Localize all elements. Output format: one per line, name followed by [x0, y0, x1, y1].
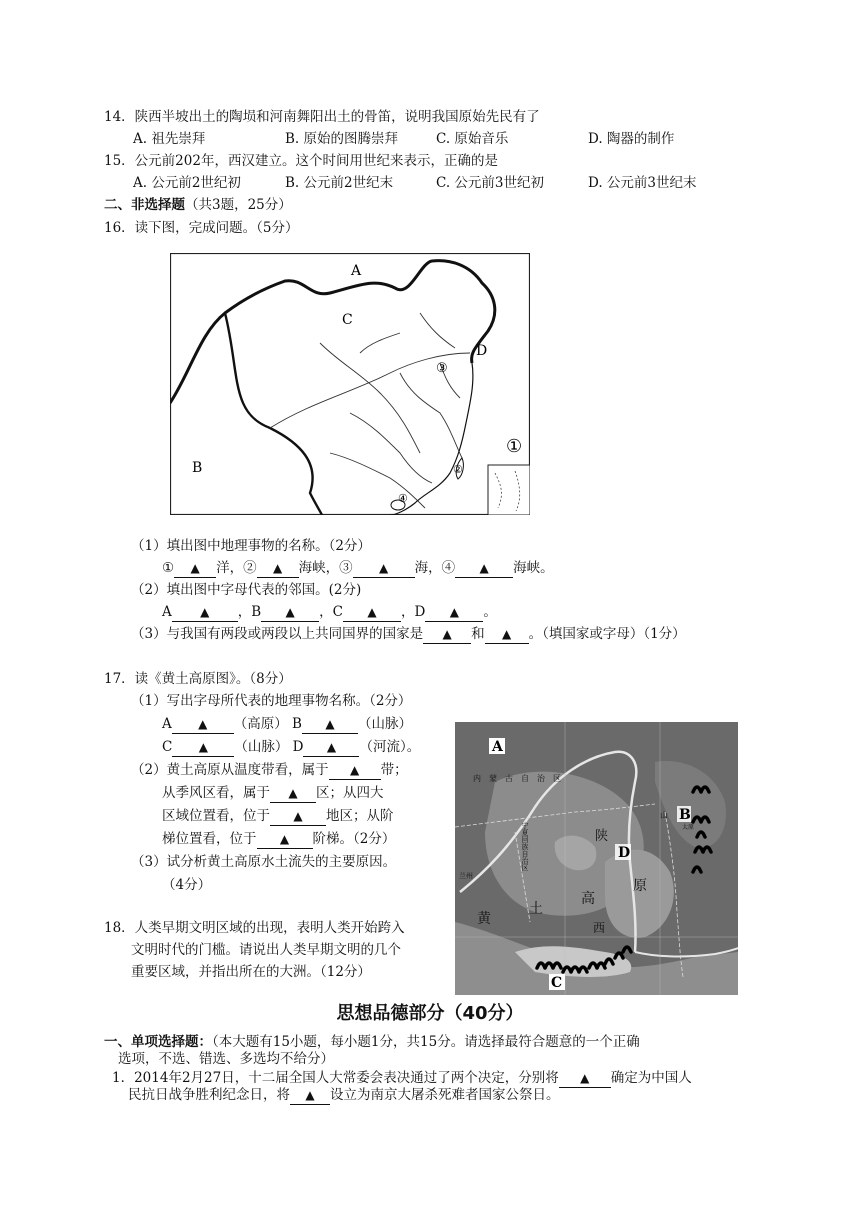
q16-blank-3[interactable]: ▲	[353, 559, 415, 578]
q17-row1: A ▲ （高原） B ▲ （山脉）	[162, 716, 412, 732]
q17-row2: C ▲ （山脉） D ▲ （河流）。	[162, 739, 421, 755]
section2-note: （共3题，25分）	[185, 197, 292, 213]
q16-blank-d[interactable]: ▲	[425, 603, 483, 622]
map2-label-lanzhou: 兰州	[459, 872, 473, 880]
map2-label-huang: 黄	[477, 911, 491, 927]
q15-stem: 15．公元前202年，西汉建立。这个时间用世纪来表示，正确的是	[104, 153, 498, 169]
q18-l3: 重要区域，并指出所在的大洲。（12分）	[131, 964, 371, 980]
q18-l1: 18．人类早期文明区域的出现，表明人类开始跨入	[104, 920, 405, 936]
q17-p2-l1: （2）黄土高原从温度带看，属于 ▲ 带；	[131, 762, 408, 778]
map2-label-neimenggu: 内 蒙 古 自 治 区	[473, 774, 561, 783]
map2-label-yuan: 原	[633, 878, 647, 894]
q16-p2-answer-line: A ▲ ，B ▲ ，C ▲ ，D ▲ 。	[162, 604, 497, 620]
q14-option-d[interactable]: D. 陶器的制作	[588, 131, 675, 147]
map1-label-a: A	[351, 263, 362, 279]
q17-blank-region[interactable]: ▲	[270, 807, 326, 826]
q1-blank-1[interactable]: ▲	[559, 1069, 611, 1088]
q16-blank-4[interactable]: ▲	[455, 559, 513, 578]
map1-label-1: ①	[506, 436, 523, 457]
q16-blank-country-1[interactable]: ▲	[423, 625, 471, 644]
q16-blank-country-2[interactable]: ▲	[485, 625, 529, 644]
part2-sec1-note2: 选项，不选、错选、多选均不给分）	[118, 1051, 334, 1067]
q17-blank-monsoon[interactable]: ▲	[270, 784, 316, 803]
map1-label-d: D	[476, 343, 488, 359]
part2-sec1-line1	[104, 1033, 640, 1051]
map2-label-b: B	[679, 807, 691, 823]
map1-label-4: ④	[398, 492, 408, 505]
q17-blank-c[interactable]: ▲	[172, 738, 234, 757]
map1-label-3: ③	[436, 361, 448, 376]
section2-heading	[104, 196, 292, 214]
china-map	[170, 253, 530, 515]
part2-title: 思想品德部分（40分）	[336, 1003, 524, 1024]
map1-label-b: B	[192, 460, 203, 476]
q17-p2-l2: 从季风区看，属于 ▲ 区；从四大	[162, 785, 384, 801]
q16-stem: 16．读下图，完成问题。（5分）	[104, 220, 299, 236]
q16-p1: （1）填出图中地理事物的名称。（2分）	[131, 538, 371, 554]
q17-p2-l3: 区域位置看，位于 ▲ 地区；从阶	[162, 808, 394, 824]
q16-blank-a[interactable]: ▲	[172, 603, 238, 622]
q15-option-b[interactable]: B. 公元前2世纪末	[285, 175, 394, 191]
q17-blank-d[interactable]: ▲	[303, 738, 359, 757]
q17-blank-b[interactable]: ▲	[302, 715, 358, 734]
q14-stem: 14．陕西半坡出土的陶埙和河南舞阳出土的骨笛，说明我国原始先民有了	[104, 109, 540, 125]
map1-label-2: ②	[453, 463, 463, 476]
q18-l2: 文明时代的门槛。请说出人类早期文明的几个	[131, 942, 401, 958]
map2-label-gao: 高	[581, 891, 595, 907]
q17-p2-l4: 梯位置看，位于 ▲ 阶梯。（2分）	[162, 831, 396, 847]
loess-plateau-map	[455, 722, 738, 995]
q17-p3-l1: （3）试分析黄土高原水土流失的主要原因。	[131, 854, 397, 870]
q16-blank-b[interactable]: ▲	[261, 603, 319, 622]
q1-line1: 1．2014年2月27日，十二届全国人大常委会表决通过了两个决定，分别将 ▲ 确定为中国人	[112, 1070, 692, 1086]
map1-label-c: C	[342, 312, 353, 328]
q15-option-d[interactable]: D. 公元前3世纪末	[588, 175, 697, 191]
q17-stem: 17．读《黄土高原图》。（8分）	[104, 671, 292, 687]
map2-label-c: C	[551, 975, 563, 991]
q15-option-c[interactable]: C. 公元前3世纪初	[436, 175, 545, 191]
q16-blank-c[interactable]: ▲	[343, 603, 401, 622]
q14-option-a[interactable]: A. 祖先崇拜	[133, 131, 206, 147]
map2-label-taiyuan: 太原	[682, 824, 695, 831]
map2-label-d: D	[618, 845, 631, 861]
q17-p1: （1）写出字母所代表的地理事物名称。（2分）	[131, 693, 412, 709]
q17-blank-temp-zone[interactable]: ▲	[329, 761, 381, 780]
q17-blank-a[interactable]: ▲	[172, 715, 234, 734]
q16-blank-1[interactable]: ▲	[174, 559, 216, 578]
part2-sec1-note1: （本大题有15小题，每小题1分，共15分。请选择最符合题意的一个正确	[212, 1034, 640, 1050]
q1-line2: 民抗日战争胜利纪念日，将 ▲ 设立为南京大屠杀死难者国家公祭日。	[128, 1087, 560, 1103]
q16-p3-line: （3）与我国有两段或两段以上共同国界的国家是 ▲ 和 ▲ 。（填国家或字母）（1分）	[131, 626, 686, 642]
q16-p2: （2）填出图中字母代表的邻国。(2分)	[131, 582, 362, 598]
q17-blank-ladder[interactable]: ▲	[257, 830, 313, 849]
q1-blank-2[interactable]: ▲	[290, 1086, 330, 1105]
map2-label-shan: 山	[660, 811, 668, 820]
map2-label-xi: 西	[593, 921, 606, 935]
q16-blank-2[interactable]: ▲	[257, 559, 299, 578]
part2-sec1-title: 一、单项选择题：	[104, 1034, 212, 1050]
q15-option-a[interactable]: A. 公元前2世纪初	[133, 175, 241, 191]
q14-option-b[interactable]: B. 原始的图腾崇拜	[285, 131, 399, 147]
map2-label-shaan: 陕	[595, 829, 609, 844]
q14-option-c[interactable]: C. 原始音乐	[436, 131, 509, 147]
map2-label-a: A	[492, 739, 503, 755]
q17-p3-l2: （4分）	[162, 877, 212, 893]
map2-label-ningxia: 宁夏回族自治区	[521, 822, 529, 871]
q16-p1-answer-line: ① ▲ 洋，② ▲ 海峡，③ ▲ 海，④ ▲ 海峡。	[162, 560, 554, 576]
map2-label-tu: 土	[529, 901, 543, 917]
section2-title: 二、非选择题	[104, 197, 185, 213]
